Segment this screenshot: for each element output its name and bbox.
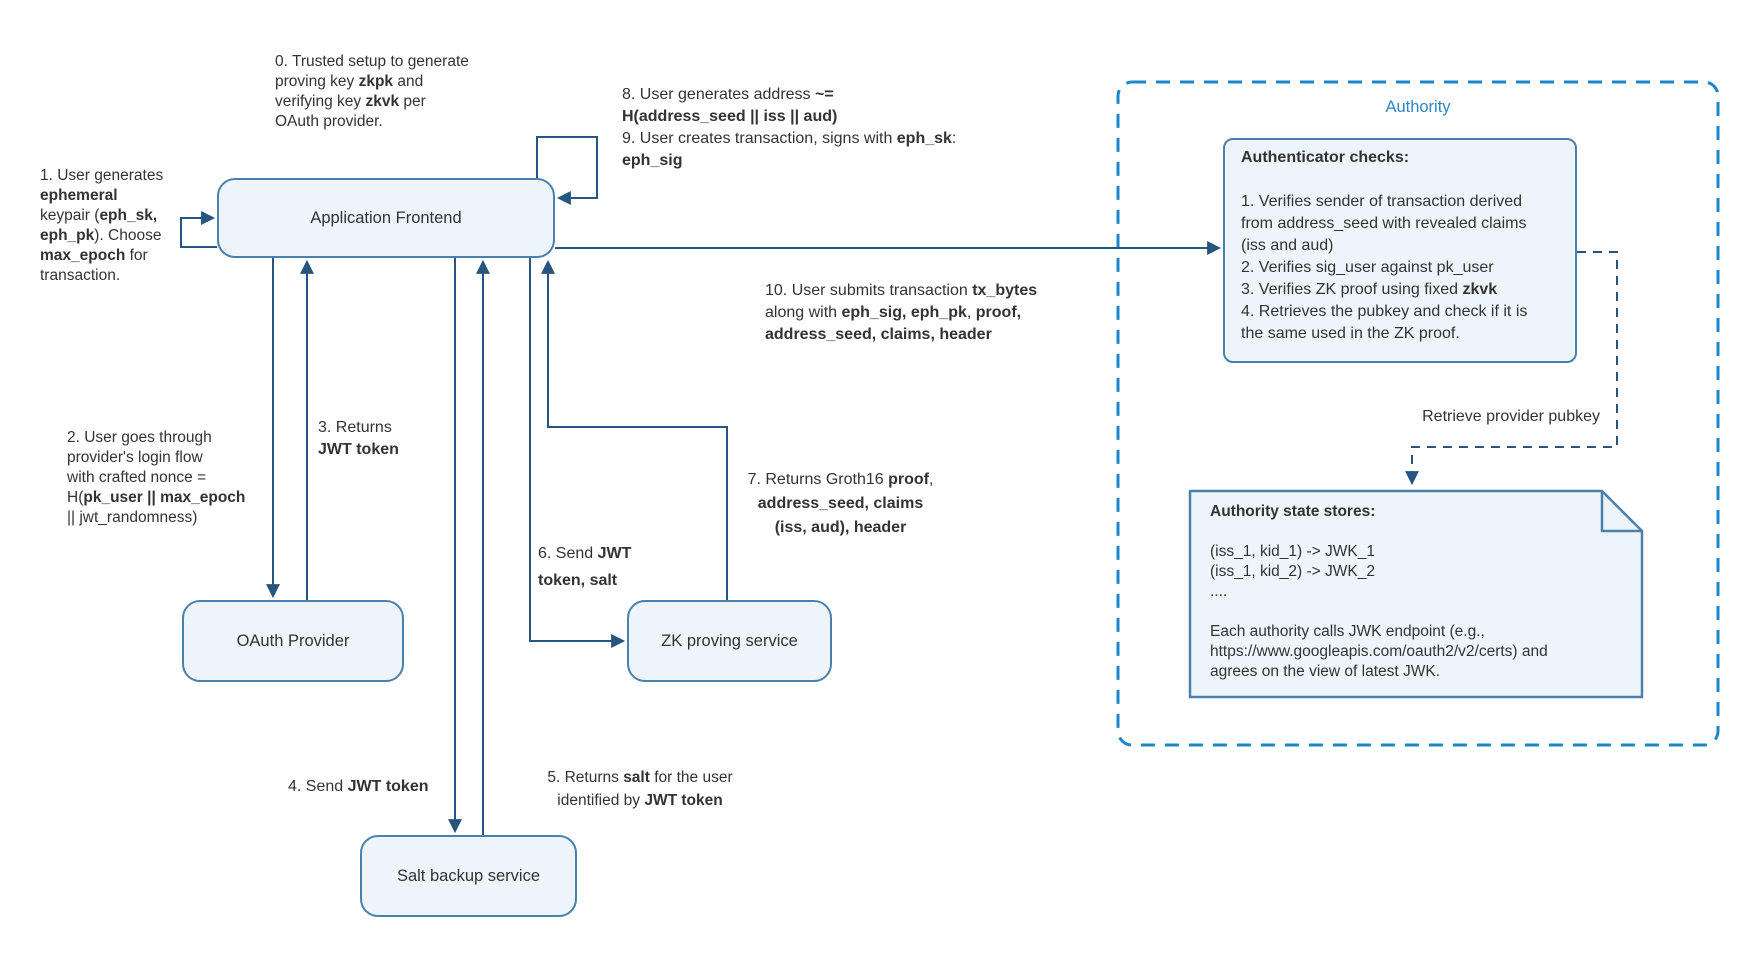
step-2-note: 2. User goes through provider's login flow with crafted nonce = H(pk_user || max_epoch || jwt_randomness)	[67, 429, 246, 526]
salt-backup-service-box	[360, 835, 577, 917]
step-3-note: 3. Returns JWT token	[318, 419, 399, 458]
step-10-note: 10. User submits transaction tx_bytes along with eph_sig, eph_pk, proof, address_seed, claims, header	[765, 282, 1038, 343]
salt-backup-service-label: Salt backup service	[396, 866, 541, 885]
application-frontend-box	[217, 178, 555, 258]
application-frontend-label: Application Frontend	[310, 208, 462, 227]
authority-state-stores-text: Authority state stores: (iss_1, kid_1) -> JWK_1 (iss_1, kid_2) -> JWK_2 .... Each authority calls JWK endpoint (e.g., https://www.googleapis.com/oauth2/v2/certs) and agrees on the view of latest JWK.	[1210, 503, 1548, 680]
step-1-note: 1. User generates ephemeral keypair (eph_sk, eph_pk). Choose max_epoch for transaction.	[40, 167, 164, 284]
retrieve-pubkey-note: Retrieve provider pubkey	[1422, 408, 1600, 425]
authority-label: Authority	[1385, 98, 1451, 116]
oauth-provider-label: OAuth Provider	[236, 631, 350, 650]
step-6-note: 6. Send JWT token, salt	[538, 545, 632, 589]
step-4-note: 4. Send JWT token	[288, 778, 429, 795]
step-7-note: 7. Returns Groth16 proof, address_seed, claims (iss, aud), header	[747, 471, 934, 536]
oauth-provider-box	[182, 600, 404, 682]
zk-proving-service-box	[627, 600, 832, 682]
self-loop-left-arrow	[181, 218, 217, 247]
step-5-note: 5. Returns salt for the user identified by JWT token	[547, 769, 733, 809]
step-8-9-note: 8. User generates address ~= H(address_seed || iss || aud) 9. User creates transaction, signs with eph_sk: eph_sig	[622, 86, 957, 169]
zk-proving-service-label: ZK proving service	[661, 631, 798, 650]
step-0-note: 0. Trusted setup to generate proving key zkpk and verifying key zkvk per OAuth provider.	[275, 53, 469, 130]
authenticator-checks-text: Authenticator checks: 1. Verifies sender of transaction derived from address_seed with revealed claims (iss and aud) 2. Verifies sig_user against pk_user 3. Verifies ZK proof using fixed zkvk 4. Retrieves the pubkey and check if it is the same used in the ZK proof.	[1241, 149, 1528, 342]
